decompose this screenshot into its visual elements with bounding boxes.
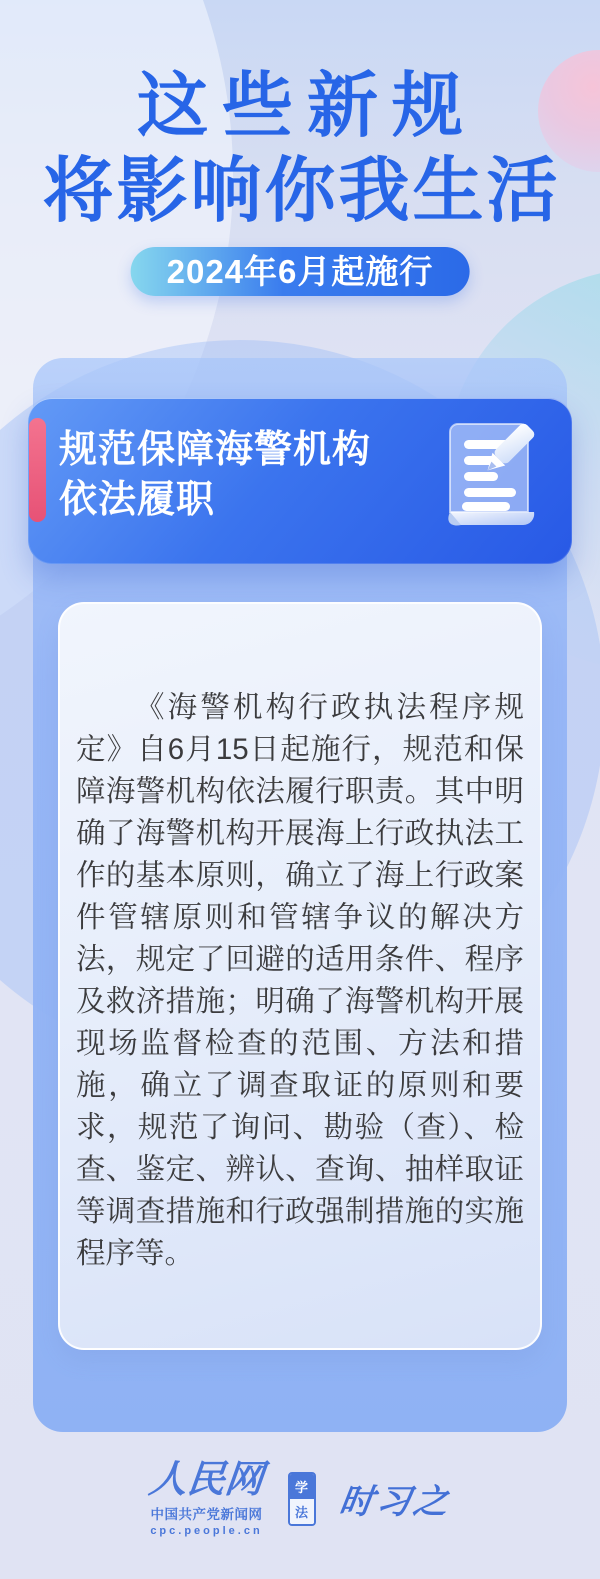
- section-body-text: 《海警机构行政执法程序规定》自6月15日起施行，规范和保障海警机构依法履行职责。其中明确了海警机构开展海上行政执法工作的基本原则，确立了海上行政案件管辖原则和管辖争议的解决方法，规定了回避的适用条件、程序及救济措施；明确了海警机构开展现场监督检查的范围、方法和措施，确立了调查取证的原则和要求，规范了询问、勘验（查）、检查、鉴定、辨认、查询、抽样取证等调查措施和行政强制措施的实施程序等。: [76, 691, 524, 1270]
- poster-title: [0, 64, 600, 234]
- peoples-daily-logo: [147, 1459, 266, 1537]
- cpc-news-site-label: 中国共产党新闻网: [150, 1507, 263, 1522]
- document-pencil-icon: [436, 418, 548, 542]
- section-heading-line-2: 依法履职: [59, 479, 216, 521]
- xuefa-badge-bottom: 法: [290, 1499, 314, 1524]
- footer: [0, 1460, 600, 1537]
- xuefa-badge-icon: [288, 1472, 316, 1526]
- peoples-daily-script-logo: 人民网: [147, 1459, 266, 1501]
- title-line-1: 这些新规: [136, 67, 477, 146]
- section-heading: [59, 425, 371, 525]
- section-header-card: [28, 398, 572, 564]
- effective-date-badge: 2024年6月起施行: [131, 247, 470, 296]
- cpc-news-site-url: cpc.people.cn: [150, 1525, 263, 1537]
- shixizhi-logo: 时习之: [336, 1483, 453, 1521]
- section-body-card: [58, 602, 542, 1350]
- accent-bar: [29, 418, 46, 522]
- section-heading-line-1: 规范保障海警机构: [59, 429, 372, 471]
- xuefa-badge-top: 学: [290, 1474, 314, 1499]
- title-line-2: 将影响你我生活: [42, 152, 561, 231]
